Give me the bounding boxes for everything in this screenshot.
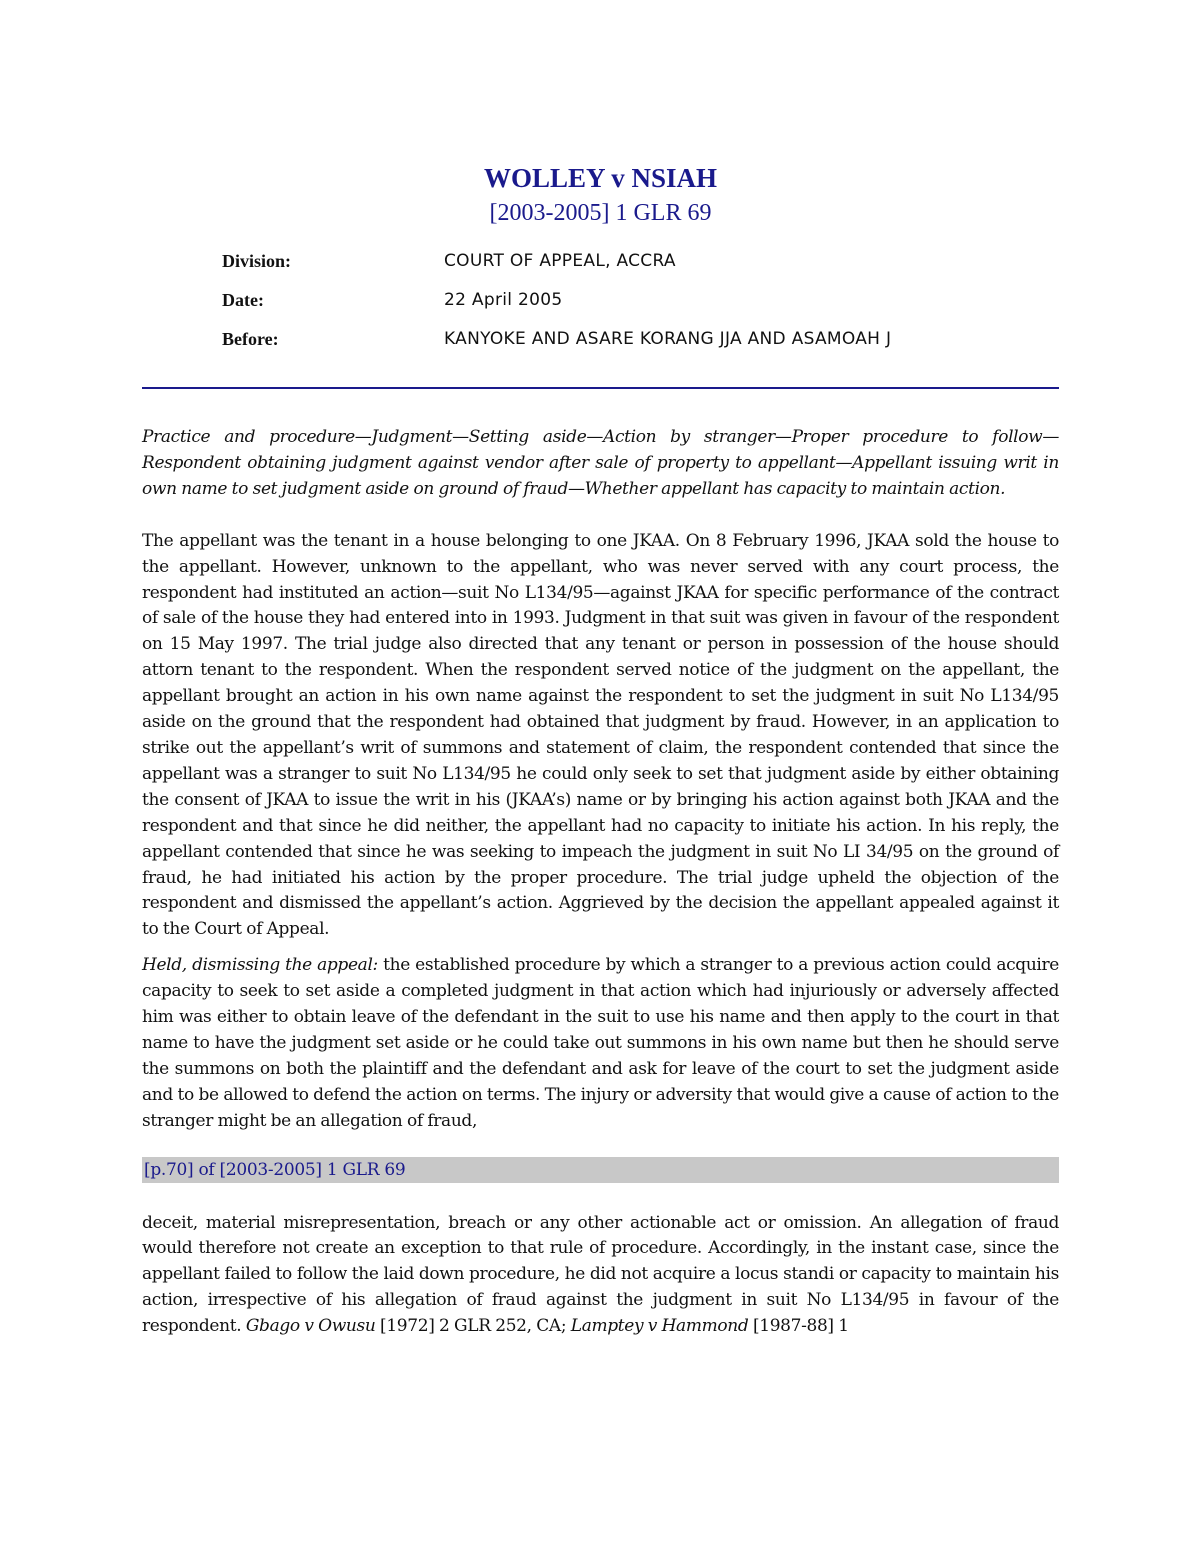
meta-label: Date:	[222, 290, 264, 310]
page-marker-link[interactable]: [p.70] of [2003-2005] 1 GLR 69	[142, 1157, 1059, 1183]
headnote: Practice and procedure—Judgment—Setting aside—Action by stranger—Proper procedure to follow—Respondent obtaining judgment against vendor after sale of property to appellant—Appellant issuing writ in own name to set judgment aside on ground of fraud—Whether appellant has capacity to maintain action.	[142, 427, 1059, 499]
case-reference: Lamptey v Hammond	[570, 1316, 749, 1337]
facts-paragraph: The appellant was the tenant in a house belonging to one JKAA. On 8 February 1996, JKAA sold the house to the appellant. However, unknown to the appellant, who was never served with any court process, the respondent had instituted an action—suit No L134/95—against JKAA for specific performance of the contract of sale of the house they had entered into in 1993. Judgment in that suit was given in favour of the respondent on 15 May 1997. The trial judge also directed that any tenant or person in possession of the house should attorn tenant to the respondent. When the respondent served notice of the judgment on the appellant, the appellant brought an action in his own name against the respondent to set the judgment in suit No L134/95 aside on the ground that the respondent had obtained that judgment by fraud. However, in an application to strike out the appellant’s writ of summons and statement of claim, the respondent contended that since the appellant was a stranger to suit No L134/95 he could only seek to set that judgment aside by either obtaining the consent of JKAA to issue the writ in his (JKAA’s) name or by bringing his action against both JKAA and the respondent and that since he did neither, the appellant had no capacity to initiate his action. In his reply, the appellant contended that since he was seeking to impeach the judgment in suit No LI 34/95 on the ground of fraud, he had initiated his action by the proper procedure. The trial judge upheld the objection of the respondent and dismissed the appellant’s action. Aggrieved by the decision the appellant appealed against it to the Court of Appeal.	[142, 530, 1059, 940]
meta-row-before	[222, 326, 1059, 352]
meta-value: KANYOKE AND ASARE KORANG JJA AND ASAMOAH J	[444, 329, 892, 349]
holding-paragraph	[142, 953, 1059, 1134]
case-citation-text: [1987-88] 1	[748, 1316, 849, 1337]
meta-value: 22 April 2005	[444, 290, 563, 310]
held-label: Held, dismissing the appeal:	[142, 955, 378, 976]
case-title: WOLLEY v NSIAH	[483, 163, 718, 193]
meta-value: COURT OF APPEAL, ACCRA	[444, 251, 676, 271]
continuation-paragraph	[142, 1211, 1059, 1341]
case-metadata	[222, 248, 1059, 352]
meta-label: Before:	[222, 329, 279, 349]
continuation-text: deceit, material misrepresentation, breach or any other actionable act or omission. An allegation of fraud would therefore not create an exception to that rule of procedure. Accordingly, in the instant case, since the appellant failed to follow the laid down procedure, he did not acquire a locus standi or capacity to maintain his action, irrespective of his allegation of fraud against the judgment in suit No L134/95 in favour of the respondent.	[142, 1212, 1059, 1337]
holding-text: the established procedure by which a stranger to a previous action could acquire capacity to seek to set aside a completed judgment in that action which had injuriously or adversely affected him was either to obtain leave of the defendant in the suit to use his name and then apply to the court in that name to have the judgment set aside or he could take out summons in his own name but then he should serve the summons on both the plaintiff and the defendant and ask for leave of the court to set the judgment aside and to be allowed to defend the action on terms. The injury or adversity that would give a cause of action to the stranger might be an allegation of fraud,	[142, 955, 1059, 1131]
case-reference: Gbago v Owusu	[245, 1316, 376, 1337]
meta-row-date	[222, 287, 1059, 313]
case-citation-text: [1972] 2 GLR 252, CA;	[375, 1316, 571, 1337]
meta-row-division	[222, 248, 1059, 274]
document-page	[142, 160, 1059, 1340]
divider	[142, 387, 1059, 389]
meta-label: Division:	[222, 251, 292, 271]
case-citation: [2003-2005] 1 GLR 69	[489, 200, 712, 226]
